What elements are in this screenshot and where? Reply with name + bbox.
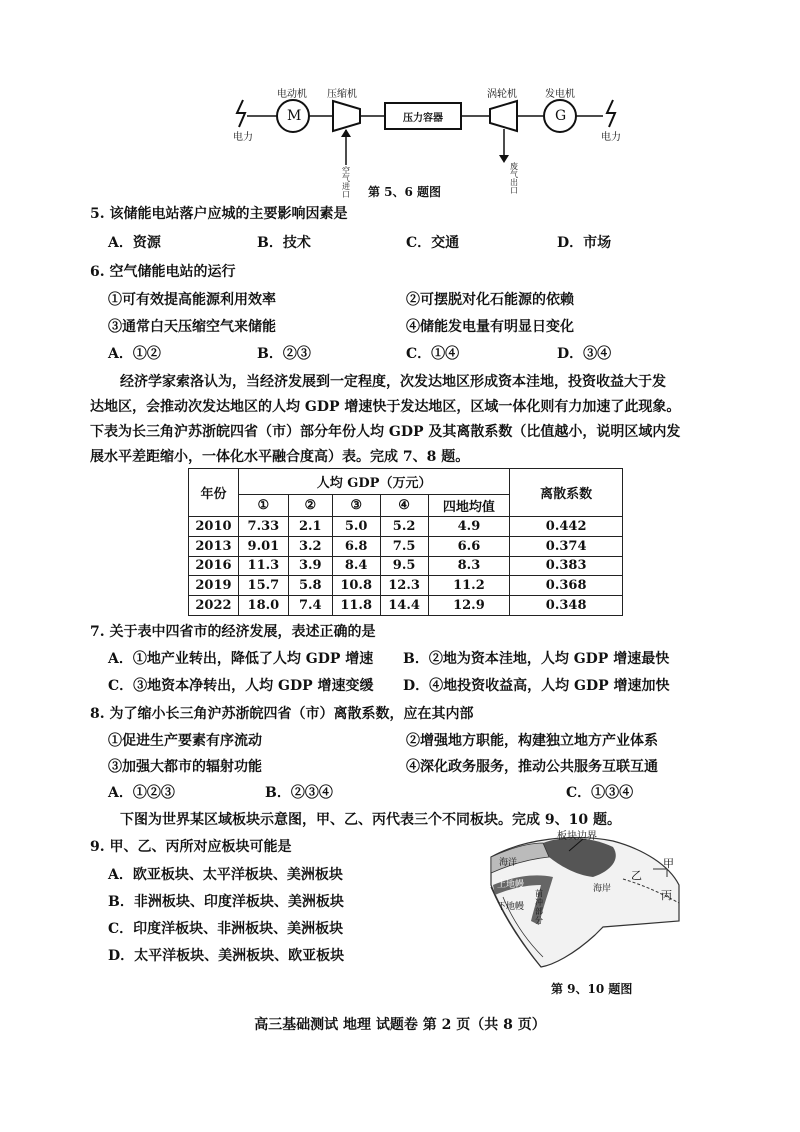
- cell-disp: 0.442: [510, 517, 623, 537]
- cell-disp: 0.383: [510, 556, 623, 576]
- q6-option-c[interactable]: C．①④: [406, 346, 460, 362]
- air-inlet-label: 空气进口: [342, 166, 350, 199]
- q5-option-d[interactable]: D．市场: [557, 235, 612, 251]
- cell-year: 2016: [189, 556, 239, 576]
- q6-item-1: ①可有效提高能源利用效率: [108, 292, 276, 308]
- q5-option-c[interactable]: C．交通: [406, 235, 460, 251]
- plate-map-graphic: [483, 825, 683, 970]
- passage-line-4: 展水平差距缩小，一体化水平融合度高）表。完成 7、8 题。: [90, 449, 470, 465]
- table-row: [189, 556, 623, 576]
- q8-item-3: ③加强大都市的辐射功能: [108, 759, 262, 775]
- cell-avg: 11.2: [428, 576, 510, 596]
- cell-disp: 0.368: [510, 576, 623, 596]
- cell-v2: 7.4: [288, 596, 332, 616]
- cell-v2: 3.9: [288, 556, 332, 576]
- q8-item-2: ②增强地方职能，构建独立地方产业体系: [406, 733, 658, 749]
- turbine-icon: [490, 101, 517, 131]
- cell-year: 2022: [189, 596, 239, 616]
- passage-line-1: 经济学家索洛认为，当经济发展到一定程度，次发达地区形成资本洼地，投资收益大于发: [120, 374, 666, 390]
- compressed-air-storage-diagram: [225, 75, 625, 200]
- q6-option-a[interactable]: A．①②: [108, 346, 161, 362]
- cell-v3: 8.4: [332, 556, 380, 576]
- ocean-label: 海洋: [499, 858, 518, 868]
- q6-item-4: ④储能发电量有明显日变化: [406, 319, 574, 335]
- q7-option-d[interactable]: D．④地投资收益高，人均 GDP 增速加快: [403, 678, 670, 694]
- cell-v4: 7.5: [380, 536, 428, 556]
- cell-year: 2019: [189, 576, 239, 596]
- plate-map-figure: [483, 825, 683, 970]
- cell-v1: 7.33: [238, 517, 288, 537]
- q9-option-a[interactable]: A．欧亚板块、太平洋板块、美洲板块: [108, 867, 343, 883]
- subheader-3: ③: [332, 495, 380, 517]
- plate-bing-label: 丙: [661, 889, 672, 902]
- cell-avg: 8.3: [428, 556, 510, 576]
- subheader-4: ④: [380, 495, 428, 517]
- power-in-label: 电力: [233, 132, 253, 143]
- table-row: [189, 517, 623, 537]
- cell-v2: 2.1: [288, 517, 332, 537]
- motor-symbol: M: [287, 108, 302, 124]
- lightning-out-icon: [607, 100, 615, 127]
- cell-v1: 15.7: [238, 576, 288, 596]
- q6-option-d[interactable]: D．③④: [557, 346, 612, 362]
- subheader-avg: 四地均值: [428, 495, 510, 517]
- q6-item-2: ②可摆脱对化石能源的依赖: [406, 292, 574, 308]
- cell-avg: 4.9: [428, 517, 510, 537]
- cell-year: 2010: [189, 517, 239, 537]
- generator-symbol: G: [555, 108, 567, 124]
- motor-label: 电动机: [277, 89, 307, 100]
- map-caption: 第 9、10 题图: [551, 982, 633, 996]
- cell-v4: 5.2: [380, 517, 428, 537]
- table-row: [189, 536, 623, 556]
- turbine-label: 涡轮机: [487, 89, 517, 100]
- lightning-in-icon: [237, 100, 245, 127]
- plate-yi-label: 乙: [631, 869, 642, 882]
- cell-v3: 5.0: [332, 517, 380, 537]
- cell-v1: 9.01: [238, 536, 288, 556]
- q7-option-b[interactable]: B．②地为资本洼地，人均 GDP 增速最快: [403, 651, 670, 667]
- q9-option-b[interactable]: B．非洲板块、印度洋板块、美洲板块: [108, 894, 344, 910]
- cell-disp: 0.374: [510, 536, 623, 556]
- plate-boundary-label: 板块边界: [557, 831, 597, 842]
- passage-line-3: 下表为长三角沪苏浙皖四省（市）部分年份人均 GDP 及其离散系数（比值越小，说明区域内发: [90, 424, 681, 440]
- cell-v4: 14.4: [380, 596, 428, 616]
- q9-stem: 9. 甲、乙、丙所对应板块可能是: [90, 839, 292, 855]
- cell-v3: 6.8: [332, 536, 380, 556]
- vessel-label: 压力容器: [403, 113, 443, 124]
- gdp-table: [188, 468, 623, 616]
- q8-item-1: ①促进生产要素有序流动: [108, 733, 262, 749]
- q8-stem: 8. 为了缩小长三角沪苏浙皖四省（市）离散系数，应在其内部: [90, 706, 474, 722]
- table-row: [189, 576, 623, 596]
- header-gdp: 人均 GDP（万元）: [238, 469, 509, 495]
- passage-9-10: 下图为世界某区域板块示意图，甲、乙、丙代表三个不同板块。完成 9、10 题。: [120, 812, 621, 828]
- q5-option-a[interactable]: A．资源: [108, 235, 161, 251]
- lower-mantle-label: 下地幔: [497, 902, 525, 912]
- cell-v3: 10.8: [332, 576, 380, 596]
- q5-option-b[interactable]: B．技术: [257, 235, 311, 251]
- exhaust-outlet-label: 废气出口: [510, 162, 518, 195]
- header-year: 年份: [189, 469, 239, 517]
- q9-option-c[interactable]: C．印度洋板块、非洲板块、美洲板块: [108, 921, 344, 937]
- power-out-label: 电力: [601, 132, 621, 143]
- q8-option-b[interactable]: B．②③④: [265, 785, 333, 801]
- page-footer: 高三基础测试 地理 试题卷 第 2 页（共 8 页）: [254, 1017, 546, 1033]
- cell-v2: 5.8: [288, 576, 332, 596]
- generator-label: 发电机: [545, 89, 575, 100]
- cell-v2: 3.2: [288, 536, 332, 556]
- subheader-1: ①: [238, 495, 288, 517]
- q8-option-a[interactable]: A．①②③: [108, 785, 175, 801]
- q6-option-b[interactable]: B．②③: [257, 346, 311, 362]
- table-row: [189, 596, 623, 616]
- cell-avg: 12.9: [428, 596, 510, 616]
- header-dispersion: 离散系数: [510, 469, 623, 517]
- coast-label: 海岸: [593, 884, 612, 894]
- cell-avg: 6.6: [428, 536, 510, 556]
- q8-option-c[interactable]: C．①③④: [566, 785, 634, 801]
- cell-v4: 12.3: [380, 576, 428, 596]
- passage-7-8: [90, 370, 710, 470]
- upper-mantle-label: 上地幔: [497, 880, 525, 890]
- q7-option-a[interactable]: A．①地产业转出，降低了人均 GDP 增速: [108, 651, 374, 667]
- q9-option-d[interactable]: D．太平洋板块、美洲板块、欧亚板块: [108, 948, 345, 964]
- compressor-label: 压缩机: [327, 89, 357, 100]
- q6-item-3: ③通常白天压缩空气来储能: [108, 319, 276, 335]
- q6-stem: 6. 空气储能电站的运行: [90, 264, 236, 280]
- q5-stem: 5. 该储能电站落户应城的主要影响因素是: [90, 206, 348, 222]
- q7-stem: 7. 关于表中四省市的经济发展，表述正确的是: [90, 624, 376, 640]
- q7-option-c[interactable]: C．③地资本净转出，人均 GDP 增速变缓: [108, 678, 374, 694]
- cell-v1: 18.0: [238, 596, 288, 616]
- cell-disp: 0.348: [510, 596, 623, 616]
- q8-item-4: ④深化政务服务，推动公共服务互联互通: [406, 759, 658, 775]
- forward-part-label: 前冲部分: [535, 889, 543, 925]
- diagram-caption: 第 5、6 题图: [368, 185, 442, 199]
- plate-jia-label: 甲: [663, 857, 674, 870]
- passage-line-2: 达地区，会推动次发达地区的人均 GDP 增速快于发达地区，区域一体化则有力加速了此现象。: [90, 399, 681, 415]
- cell-year: 2013: [189, 536, 239, 556]
- cell-v1: 11.3: [238, 556, 288, 576]
- cell-v4: 9.5: [380, 556, 428, 576]
- compressor-icon: [333, 101, 360, 131]
- subheader-2: ②: [288, 495, 332, 517]
- cell-v3: 11.8: [332, 596, 380, 616]
